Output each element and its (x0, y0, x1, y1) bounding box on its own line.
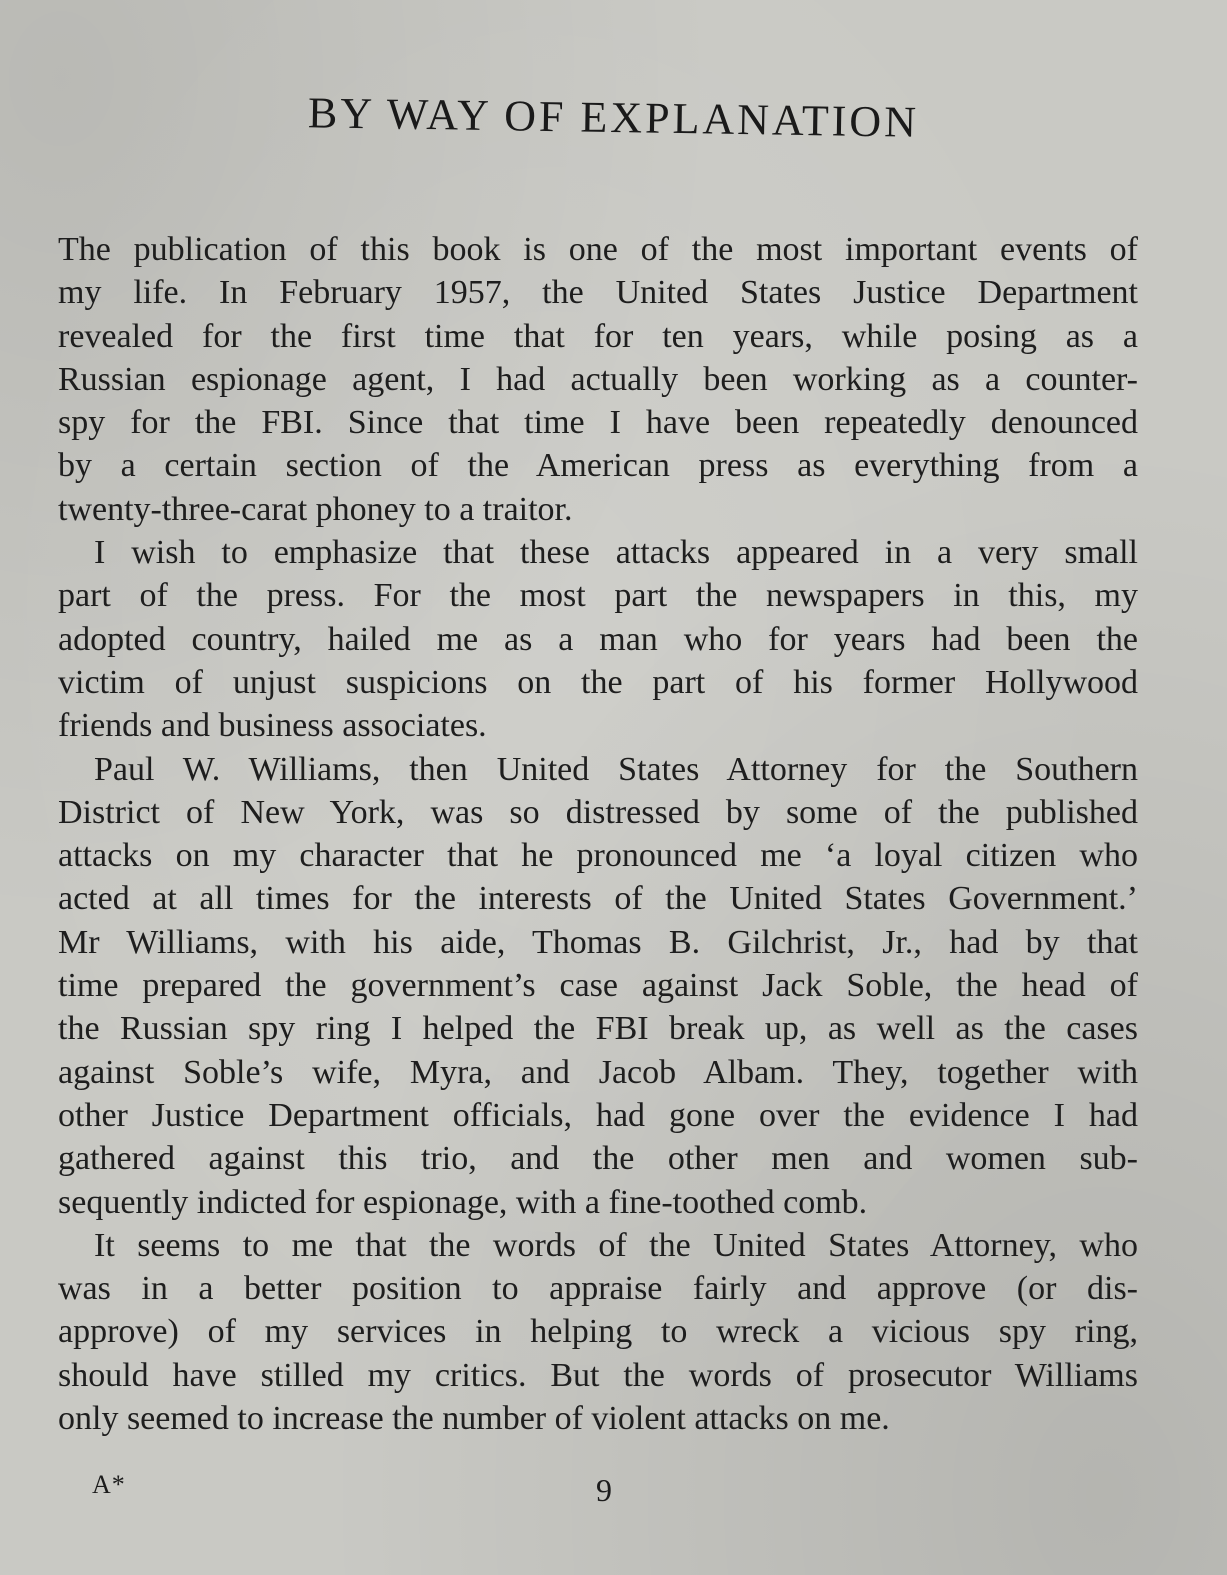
page-number: 9 (596, 1472, 612, 1508)
signature-mark: A* (92, 1470, 126, 1499)
text-line: Mr Williams, with his aide, Thomas B. Gilchrist, Jr., had by that (58, 923, 1138, 961)
text-line: Russian espionage agent, I had actually been working as a counter- (58, 360, 1138, 398)
text-line: friends and business associates. (58, 707, 487, 745)
text-line: my life. In February 1957, the United States Justice Department (58, 274, 1138, 312)
text-line: was in a better position to appraise fairly and approve (or dis- (58, 1270, 1138, 1308)
chapter-title: BY WAY OF EXPLANATION (307, 88, 920, 147)
text-line: spy for the FBI. Since that time I have been repeatedly denounced (58, 404, 1138, 442)
page-footer (0, 1470, 1227, 1510)
body-text (58, 228, 1138, 1440)
text-line: It seems to me that the words of the United States Attorney, who (94, 1226, 1138, 1264)
text-line: only seemed to increase the number of violent attacks on me. (58, 1400, 890, 1438)
text-line: against Soble’s wife, Myra, and Jacob Albam. They, together with (58, 1053, 1138, 1091)
text-line: should have stilled my critics. But the words of prosecutor Williams (58, 1356, 1138, 1394)
text-line: time prepared the government’s case against Jack Soble, the head of (58, 967, 1138, 1005)
text-line: revealed for the first time that for ten years, while posing as a (58, 317, 1138, 355)
text-line: other Justice Department officials, had gone over the evidence I had (58, 1096, 1138, 1134)
text-line: twenty-three-carat phoney to a traitor. (58, 490, 573, 528)
text-line: attacks on my character that he pronounced me ‘a loyal citizen who (58, 837, 1138, 875)
text-line: Paul W. Williams, then United States Attorney for the Southern (94, 750, 1138, 788)
text-line: part of the press. For the most part the newspapers in this, my (58, 577, 1138, 615)
text-line: gathered against this trio, and the other men and women sub- (58, 1140, 1138, 1178)
text-line: the Russian spy ring I helped the FBI break up, as well as the cases (58, 1010, 1138, 1048)
text-line: approve) of my services in helping to wreck a vicious spy ring, (58, 1313, 1138, 1351)
text-line: I wish to emphasize that these attacks appeared in a very small (94, 534, 1138, 572)
text-line: by a certain section of the American press as everything from a (58, 447, 1138, 485)
text-line: District of New York, was so distressed by some of the published (58, 793, 1138, 831)
text-line: sequently indicted for espionage, with a fine-toothed comb. (58, 1183, 868, 1221)
text-line: victim of unjust suspicions on the part of his former Hollywood (58, 663, 1138, 701)
text-line: adopted country, hailed me as a man who for years had been the (58, 620, 1138, 658)
text-line: The publication of this book is one of the most important events of (58, 231, 1138, 268)
text-line: acted at all times for the interests of the United States Government.’ (58, 880, 1138, 918)
